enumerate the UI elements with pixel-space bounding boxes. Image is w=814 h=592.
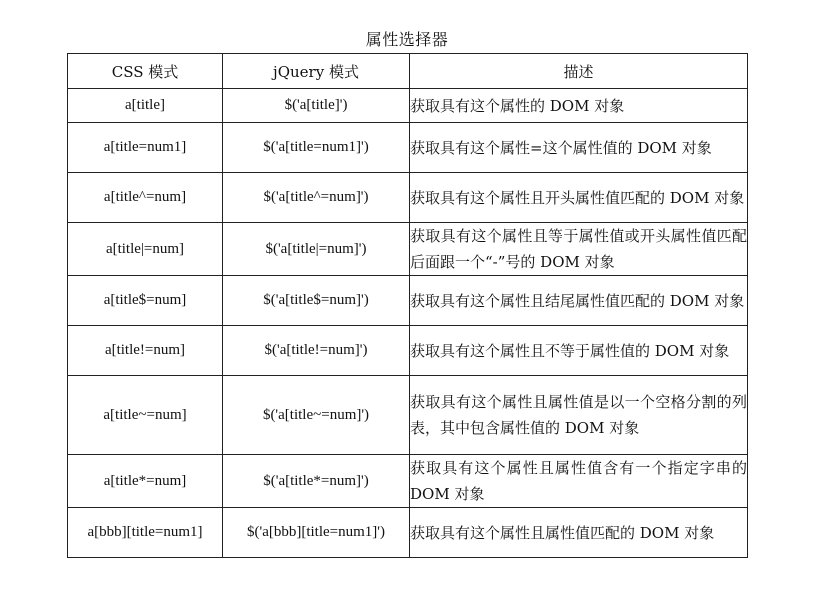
- table-header-row: [68, 54, 748, 89]
- css-pattern: a[title*=num]: [68, 455, 223, 508]
- jquery-pattern: $('a[title$=num]'): [223, 276, 410, 326]
- header-css-mode: CSS 模式: [68, 54, 223, 89]
- css-pattern: a[title$=num]: [68, 276, 223, 326]
- description: 获取具有这个属性且结尾属性值匹配的 DOM 对象: [410, 276, 748, 326]
- table-row: [68, 89, 748, 123]
- table-row: [68, 123, 748, 173]
- css-pattern: a[bbb][title=num1]: [68, 508, 223, 558]
- table-row: [68, 508, 748, 558]
- table-row: [68, 376, 748, 455]
- description: 获取具有这个属性且属性值含有一个指定字串的 DOM 对象: [410, 455, 748, 508]
- jquery-pattern: $('a[bbb][title=num1]'): [223, 508, 410, 558]
- css-pattern: a[title~=num]: [68, 376, 223, 455]
- attribute-selector-table: [67, 53, 748, 558]
- description: 获取具有这个属性且属性值是以一个空格分割的列表，其中包含属性值的 DOM 对象: [410, 376, 748, 455]
- jquery-pattern: $('a[title~=num]'): [223, 376, 410, 455]
- css-pattern: a[title=num1]: [68, 123, 223, 173]
- css-pattern: a[title]: [68, 89, 223, 123]
- description: 获取具有这个属性且等于属性值或开头属性值匹配后面跟一个“-”号的 DOM 对象: [410, 223, 748, 276]
- header-description: 描述: [410, 54, 748, 89]
- css-pattern: a[title!=num]: [68, 326, 223, 376]
- table-row: [68, 223, 748, 276]
- jquery-pattern: $('a[title^=num]'): [223, 173, 410, 223]
- header-jquery-mode: jQuery 模式: [223, 54, 410, 89]
- table-row: [68, 455, 748, 508]
- css-pattern: a[title^=num]: [68, 173, 223, 223]
- description: 获取具有这个属性且不等于属性值的 DOM 对象: [410, 326, 748, 376]
- table-row: [68, 326, 748, 376]
- description: 获取具有这个属性的 DOM 对象: [410, 89, 748, 123]
- table-row: [68, 173, 748, 223]
- description: 获取具有这个属性=这个属性值的 DOM 对象: [410, 123, 748, 173]
- jquery-pattern: $('a[title=num1]'): [223, 123, 410, 173]
- description: 获取具有这个属性且属性值匹配的 DOM 对象: [410, 508, 748, 558]
- table-caption: 属性选择器: [365, 30, 449, 49]
- jquery-pattern: $('a[title*=num]'): [223, 455, 410, 508]
- jquery-pattern: $('a[title|=num]'): [223, 223, 410, 276]
- jquery-pattern: $('a[title!=num]'): [223, 326, 410, 376]
- css-pattern: a[title|=num]: [68, 223, 223, 276]
- jquery-pattern: $('a[title]'): [223, 89, 410, 123]
- description: 获取具有这个属性且开头属性值匹配的 DOM 对象: [410, 173, 748, 223]
- table-row: [68, 276, 748, 326]
